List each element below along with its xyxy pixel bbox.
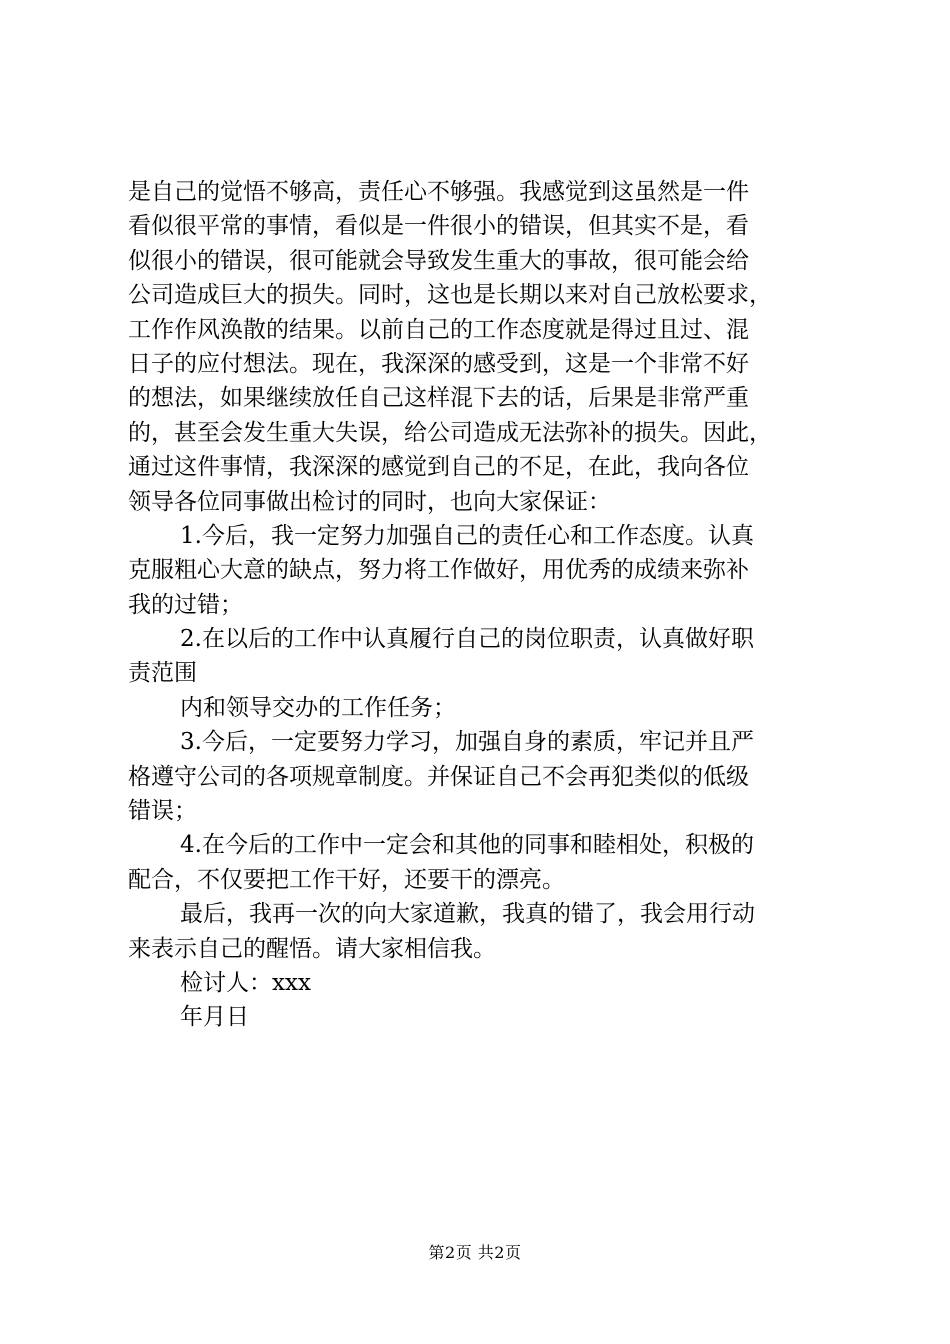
- list-item-3-line: 3.今后，一定要努力学习，加强自身的素质，牢记并且严: [180, 729, 754, 756]
- text-line: 的，甚至会发生重大失误，给公司造成无法弥补的损失。因此，: [128, 419, 772, 446]
- text-line: 内和领导交办的工作任务；: [180, 694, 456, 721]
- text-line: 责范围: [128, 660, 197, 687]
- text-line: 领导各位同事做出检讨的同时，也向大家保证：: [128, 488, 611, 515]
- text-line: 来表示自己的醒悟。请大家相信我。: [128, 935, 496, 962]
- text-line: 我的过错；: [128, 591, 243, 618]
- text-line: 通过这件事情，我深深的感觉到自己的不足，在此，我向各位: [128, 454, 749, 481]
- document-body: [128, 175, 828, 1035]
- text-line: 日子的应付想法。现在，我深深的感受到，这是一个非常不好: [128, 350, 749, 377]
- date-line: 年月日: [180, 1004, 249, 1031]
- text-line: 公司造成巨大的损失。同时，这也是长期以来对自己放松要求，: [128, 282, 772, 309]
- text-line: 错误；: [128, 798, 197, 825]
- text-line: 是自己的觉悟不够高，责任心不够强。我感觉到这虽然是一件: [128, 179, 749, 205]
- text-line: 似很小的错误，很可能就会导致发生重大的事故，很可能会给: [128, 247, 749, 274]
- list-item-2-line: 2.在以后的工作中认真履行自己的岗位职责，认真做好职: [180, 626, 754, 653]
- text-line: 的想法，如果继续放任自己这样混下去的话，后果是非常严重: [128, 385, 749, 412]
- text-line: 工作作风涣散的结果。以前自己的工作态度就是得过且过、混: [128, 316, 749, 343]
- text-line: 格遵守公司的各项规章制度。并保证自己不会再犯类似的低级: [128, 763, 749, 790]
- text-line: 配合，不仅要把工作干好，还要干的漂亮。: [128, 866, 565, 893]
- list-item-4-line: 4.在今后的工作中一定会和其他的同事和睦相处，积极的: [180, 832, 754, 859]
- text-line: 克服粗心大意的缺点，努力将工作做好，用优秀的成绩来弥补: [128, 557, 749, 584]
- closing-paragraph-line: 最后，我再一次的向大家道歉，我真的错了，我会用行动: [180, 901, 755, 928]
- text-line: 看似很平常的事情，看似是一件很小的错误，但其实不是，看: [128, 213, 749, 240]
- page-number-footer: 第2页 共2页: [428, 1243, 522, 1262]
- signature-line: 检讨人：xxx: [180, 969, 311, 996]
- list-item-1-line: 1.今后，我一定努力加强自己的责任心和工作态度。认真: [180, 522, 754, 549]
